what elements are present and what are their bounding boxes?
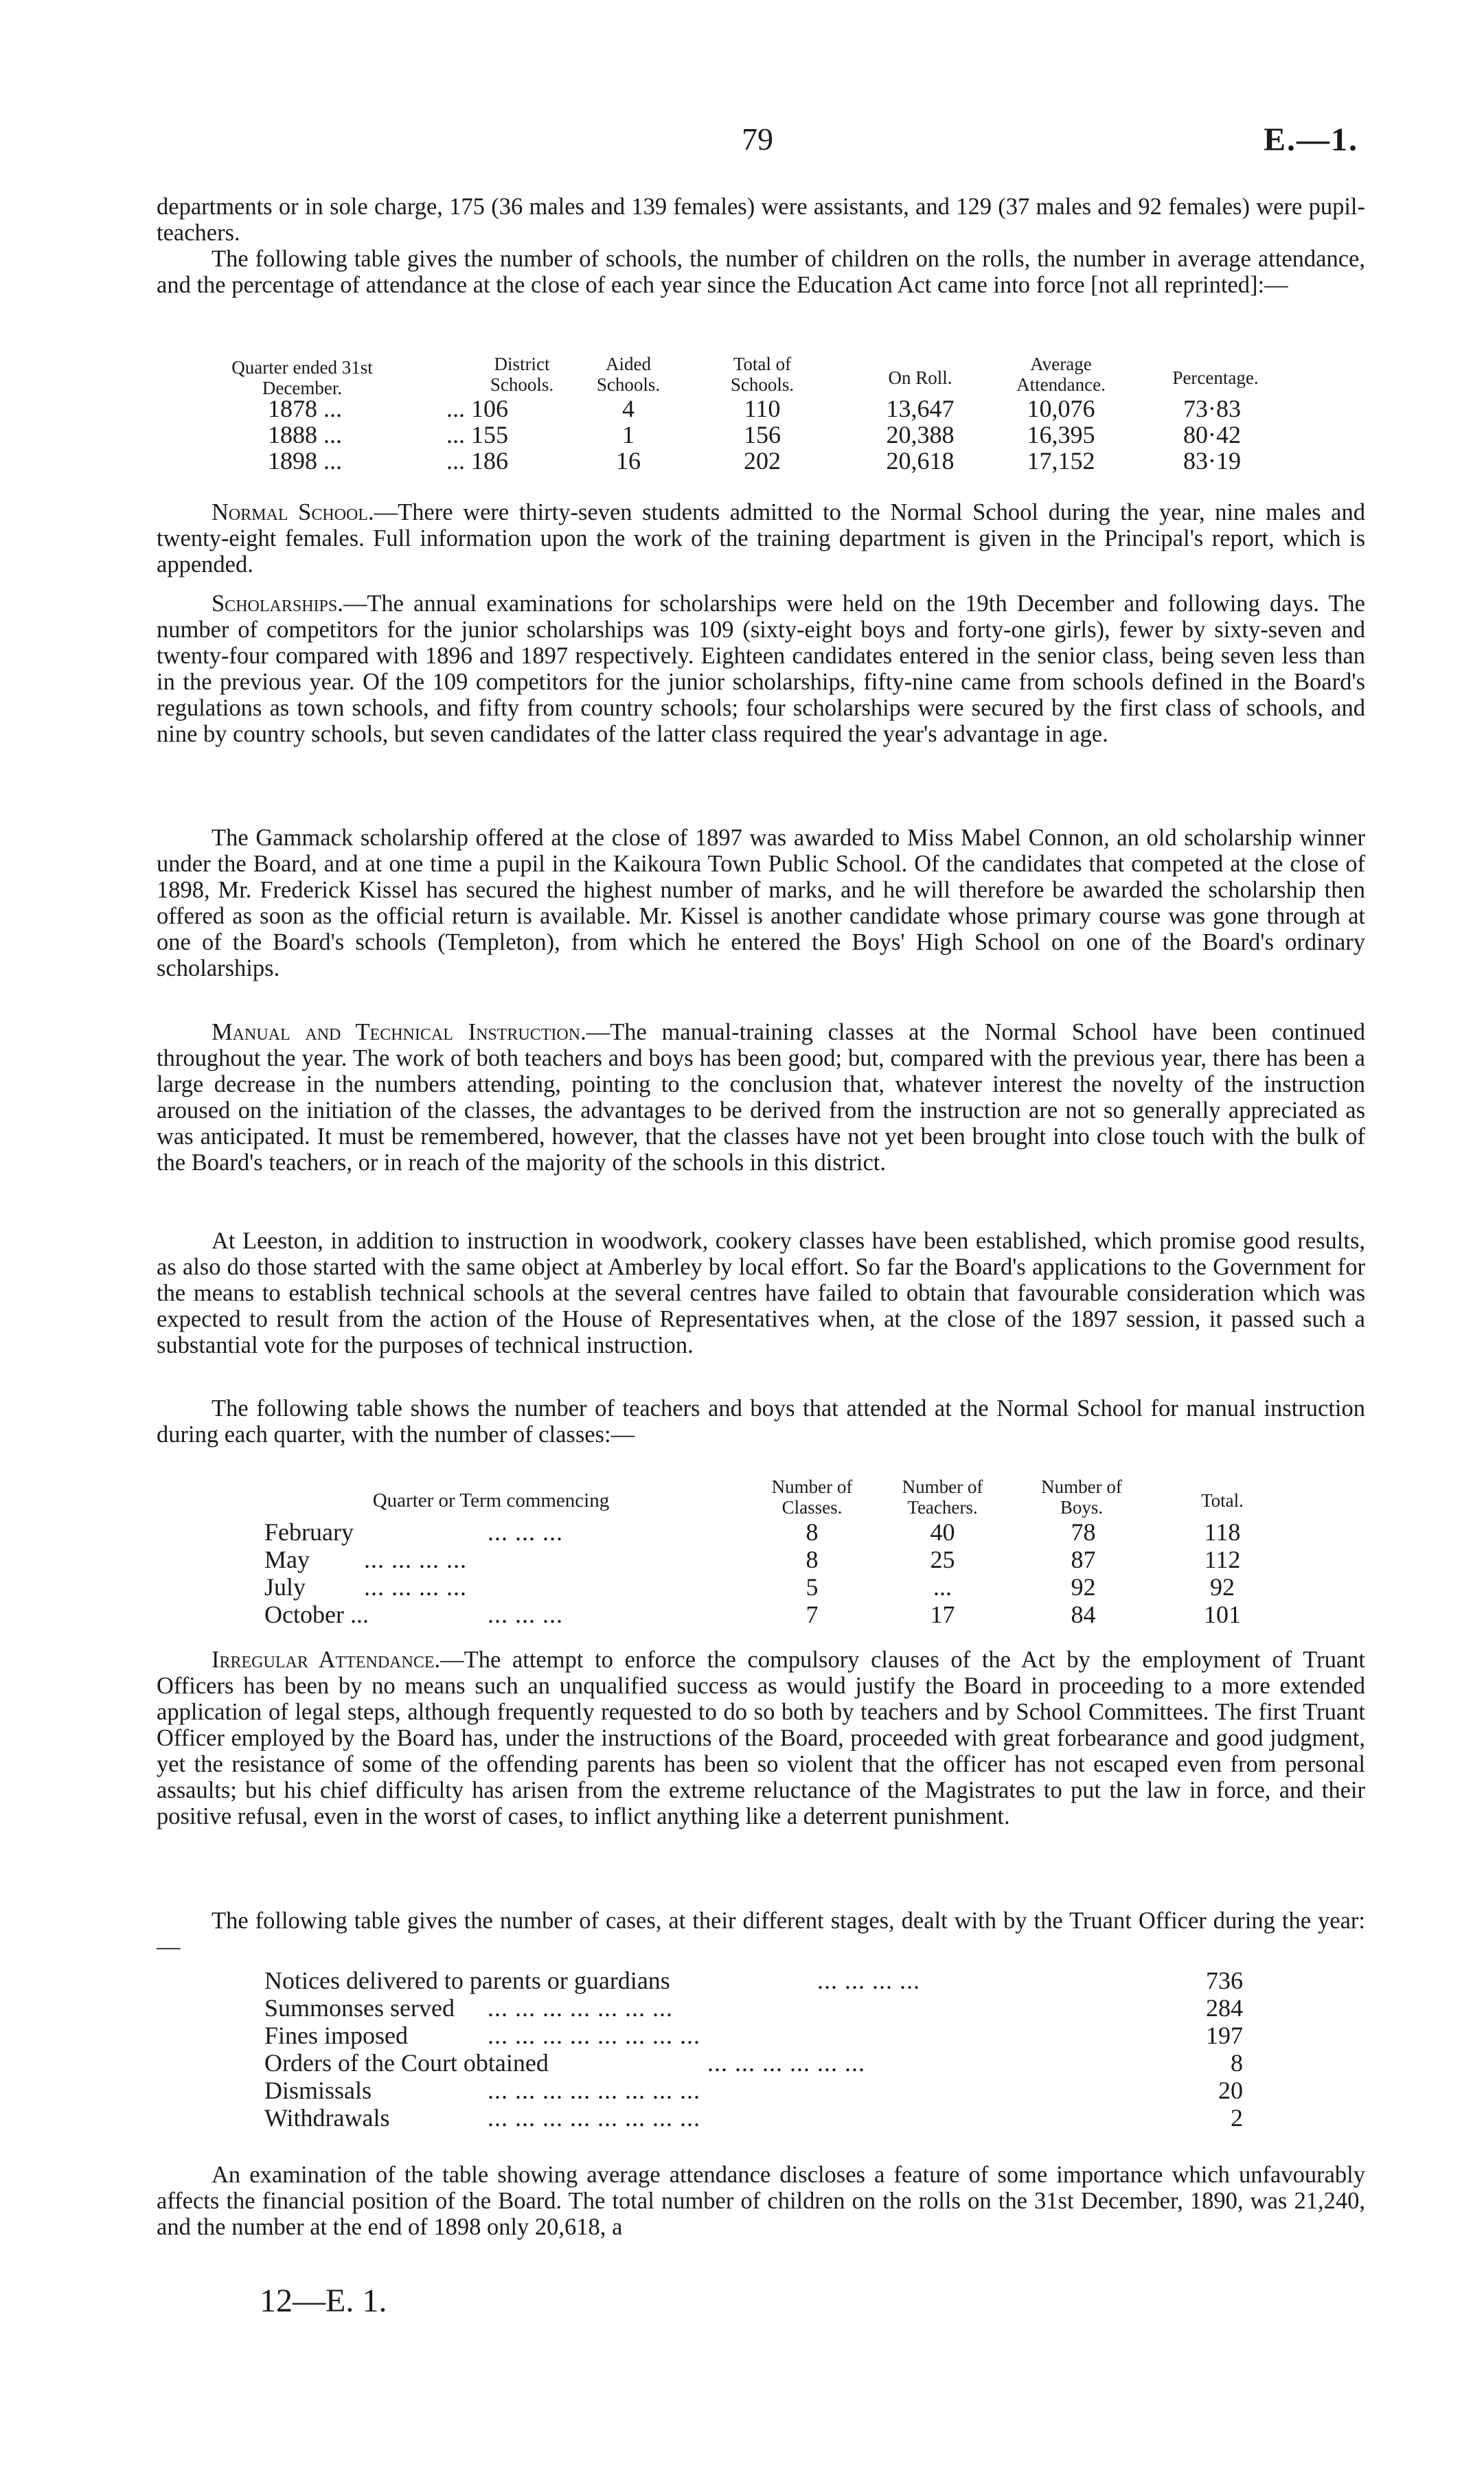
table2-cell: 40	[930, 1518, 955, 1546]
table3-label: Summonses served	[264, 1994, 455, 2022]
table1-cell: 1888 ...	[268, 421, 342, 448]
table1-cell: 80·42	[1183, 421, 1241, 448]
table3-value: 8	[1231, 2049, 1243, 2077]
table3-value: 20	[1218, 2077, 1243, 2104]
table2-cell: 118	[1204, 1518, 1241, 1546]
table3-label: Orders of the Court obtained	[264, 2049, 549, 2077]
table2-dots: ... ... ... ...	[364, 1546, 467, 1573]
table3-value: 197	[1206, 2022, 1243, 2049]
table2-cell: 25	[930, 1546, 955, 1573]
table2-dots: ... ... ...	[488, 1601, 563, 1628]
manual-text: —The manual-training classes at the Normal School have been continued throughout the year. The work of both teachers and boys has been good; but, compared with the previous year, there has been a large decrease in the numbers attending, pointing to the conclusion that, whatever interest the novelty of the instruction aroused on the initiation of the classes, the advantages to be derived from the instruction are not so generally appreciated as was anticipated. It must be remembered, however, that the classes have not yet been brought into close touch with the bulk of the Board's teachers, or in reach of the majority of the schools in this district.	[157, 1019, 1365, 1176]
irregular-heading: Irregular Attendance.	[212, 1647, 441, 1673]
gammack-paragraph: The Gammack scholarship offered at the close of 1897 was awarded to Miss Mabel Connon, an old scholarship winner under the Board, and at one time a pupil in the Kaikoura Town Public School. Of the candidates that competed at the close of 1898, Mr. Frederick Kissel has secured the highest number of marks, and he will therefore be awarded the scholarship then offered as soon as the official return is available. Mr. Kissel is another candidate whose primary course was gone through at one of the Board's schools (Templeton), from which he entered the Boys' High School on one of the Board's ordinary scholarships.	[157, 825, 1365, 981]
table3-dots: ... ... ... ... ... ... ... ...	[488, 2104, 700, 2132]
table3-label: Fines imposed	[264, 2022, 409, 2049]
table1-header-aided: Aided Schools.	[596, 354, 661, 395]
table3-label: Notices delivered to parents or guardians	[264, 1967, 670, 1994]
normal-school-heading: Normal School.	[212, 499, 374, 525]
table2-cell: October ...	[264, 1601, 369, 1628]
table2-cell: February	[264, 1518, 354, 1546]
table1-cell: ... 106	[446, 395, 508, 422]
table1-header-total: Total of Schools.	[730, 354, 795, 395]
table2-intro: The following table shows the number of teachers and boys that attended at the Normal School for manual instruction during each quarter, with the number of classes:—	[157, 1395, 1365, 1448]
scholarships-text: —The annual examinations for scholarships were held on the 19th December and following days. The number of competitors for the junior scholarships was 109 (sixty-eight boys and forty-one girls), fewer by sixty-seven and twenty-four compared with 1896 and 1897 respectively. Eighteen candidates entered in the senior class, being seven less than in the previous year. Of the 109 competitors for the junior scholarships, fifty-nine came from schools defined in the Board's regulations as town schools, and fifty from country schools; four scholarships were secured by the first class of schools, and nine by country schools, but seven candidates of the latter class required the year's advantage in age.	[157, 591, 1365, 747]
leeston-paragraph: At Leeston, in addition to instruction in woodwork, cookery classes have been established, which promise good results, as also do those started with the same object at Amberley by local effort. So far the Board's applications to the Government for the means to establish technical schools at the several centres have failed to obtain that favourable consideration which was expected to result from the action of the House of Representatives when, at the close of the 1897 session, it passed such a substantial vote for the purposes of technical instruction.	[157, 1228, 1365, 1358]
table1-header-quarter: Quarter ended 31st December.	[231, 357, 373, 398]
table3-dots: ... ... ... ... ... ... ... ...	[488, 2022, 700, 2049]
table2-dots: ... ... ...	[488, 1518, 563, 1546]
intro-paragraph: departments or in sole charge, 175 (36 males and 139 females) were assistants, and 129 (37 males and 92 females) were pupil-teachers.	[157, 194, 1365, 246]
table1-cell: 16,395	[1027, 421, 1095, 448]
table3-label: Dismissals	[264, 2077, 372, 2104]
table1-cell: 4	[622, 395, 635, 422]
table3-value: 2	[1231, 2104, 1243, 2132]
table2-cell: 78	[1071, 1518, 1096, 1546]
table1-cell: 1898 ...	[268, 447, 342, 475]
table1-cell: ... 186	[446, 447, 508, 475]
table3-value: 284	[1206, 1994, 1243, 2022]
normal-school-text: —There were thirty-seven students admitted to the Normal School during the year, nine males and twenty-eight females. Full information upon the work of the training department is given in the Principal's report, which is appended.	[157, 499, 1365, 578]
scholarships-paragraph	[157, 591, 1365, 747]
table2-cell: 92	[1071, 1573, 1096, 1601]
table1-cell: 20,388	[886, 421, 955, 448]
table1-header-percentage: Percentage.	[1172, 367, 1259, 388]
table1-header-district: District Schools.	[490, 354, 554, 395]
table2-cell: 101	[1204, 1601, 1241, 1628]
table2-cell: 87	[1071, 1546, 1096, 1573]
table2-cell: 8	[806, 1518, 819, 1546]
table1-cell: 156	[744, 421, 781, 448]
table3-label: Withdrawals	[264, 2104, 390, 2132]
page-number: 79	[742, 122, 773, 157]
table2-cell: 112	[1204, 1546, 1241, 1573]
table1-header-average: Average Attendance.	[1016, 354, 1106, 395]
table2-cell: 5	[806, 1573, 819, 1601]
table1-cell: 16	[616, 447, 641, 475]
scholarships-heading: Scholarships.	[212, 591, 343, 617]
table3-value: 736	[1206, 1967, 1243, 1994]
table2-cell: 84	[1071, 1601, 1096, 1628]
manual-paragraph	[157, 1019, 1365, 1176]
table1-cell: 17,152	[1027, 447, 1095, 475]
table1-intro: The following table gives the number of schools, the number of children on the rolls, the number in average attendance, and the percentage of attendance at the close of each year since the Education Act came into force [not all reprinted]:—	[157, 246, 1365, 298]
signature-mark: 12—E. 1.	[260, 2283, 387, 2319]
irregular-text: —The attempt to enforce the compulsory clauses of the Act by the employment of Truant Officers has been by no means such an unqualified success as would justify the Board in proceeding to a more extended application of legal steps, although frequently requested to do so both by teachers and by School Committees. The first Truant Officer employed by the Board has, under the instructions of the Board, proceeded with great forbearance and good judgment, yet the resistance of some of the offending parents has been so violent that the officer has not escaped even from personal assaults; but his chief difficulty has arisen from the extreme reluctance of the Magistrates to put the law in force, and their positive refusal, even in the worst of cases, to inflict anything like a deterrent punishment.	[157, 1647, 1365, 1829]
table1-cell: 73·83	[1183, 395, 1241, 422]
table2-cell: ...	[933, 1573, 952, 1601]
table1-cell: 10,076	[1027, 395, 1095, 422]
table1-cell: 20,618	[886, 447, 955, 475]
table3-dots: ... ... ... ... ... ... ... ...	[488, 2077, 700, 2104]
table2-cell: 17	[930, 1601, 955, 1628]
table1-header-onroll: On Roll.	[888, 367, 952, 388]
table2-header-quarter: Quarter or Term commencing	[372, 1489, 610, 1511]
table1-cell: ... 155	[446, 421, 508, 448]
table2-header-teachers: Number of Teachers.	[902, 1476, 983, 1518]
table3-dots: ... ... ... ... ... ... ...	[488, 1994, 673, 2022]
table2-cell: May	[264, 1546, 310, 1573]
table2-cell: 92	[1210, 1573, 1235, 1601]
table1-cell: 202	[744, 447, 781, 475]
table1-cell: 83·19	[1183, 447, 1241, 475]
table1-cell: 110	[744, 395, 781, 422]
irregular-paragraph	[157, 1647, 1365, 1829]
table2-cell: 8	[806, 1546, 819, 1573]
table3-dots: ... ... ... ... ... ...	[707, 2049, 865, 2077]
table2-header-classes: Number of Classes.	[771, 1476, 853, 1518]
table2-header-boys: Number of Boys.	[1041, 1476, 1122, 1518]
table1-cell: 1	[622, 421, 635, 448]
table3-intro: The following table gives the number of cases, at their different stages, dealt with by the Truant Officer during the year:—	[157, 1908, 1365, 1960]
manual-heading: Manual and Technical Instruction.	[212, 1019, 586, 1045]
table2-cell: July	[264, 1573, 306, 1601]
closing-paragraph: An examination of the table showing average attendance discloses a feature of some importance which unfavourably affects the financial position of the Board. The total number of children on the rolls on the 31st December, 1890, was 21,240, and the number at the end of 1898 only 20,618, a	[157, 2162, 1365, 2240]
table3-dots: ... ... ... ...	[817, 1967, 920, 1994]
normal-school-paragraph	[157, 499, 1365, 578]
table2-header-total: Total.	[1201, 1490, 1244, 1511]
table2-dots: ... ... ... ...	[364, 1573, 467, 1601]
table1-cell: 13,647	[886, 395, 955, 422]
document-reference: E.—1.	[1264, 122, 1359, 158]
table1-cell: 1878 ...	[268, 395, 342, 422]
table2-cell: 7	[806, 1601, 819, 1628]
